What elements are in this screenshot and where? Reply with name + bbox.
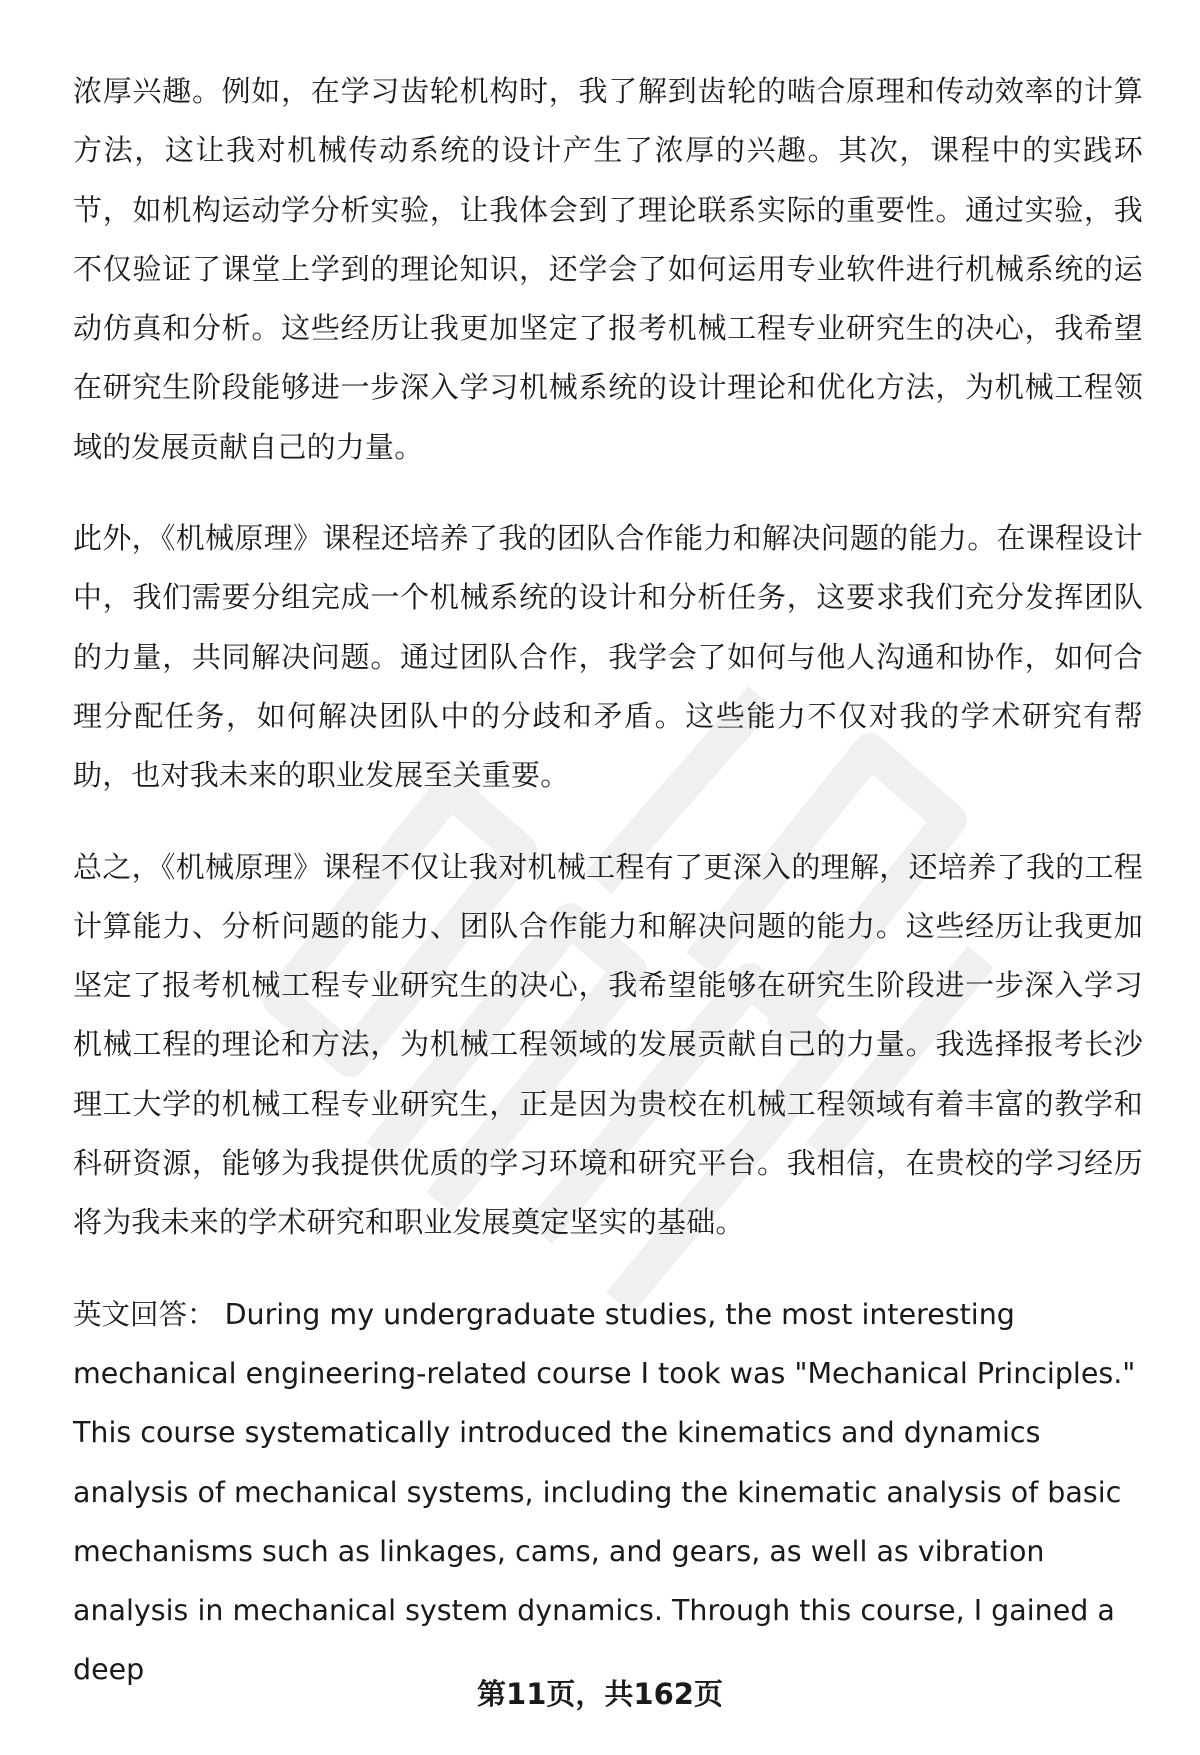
english-answer-label: 英文回答： xyxy=(73,1297,216,1331)
paragraph-2: 此外，《机械原理》课程还培养了我的团队合作能力和解决问题的能力。在课程设计中，我们需要分组完成一个机械系统的设计和分析任务，这要求我们充分发挥团队的力量，共同解决问题。通过团队合作，我学会了如何与他人沟通和协作，如何合理分配任务，如何解决团队中的分歧和矛盾。这些能力不仅对我的学术研究有帮助，也对我未来的职业发展至关重要。 xyxy=(73,521,1143,793)
paragraph-3: 总之，《机械原理》课程不仅让我对机械工程有了更深入的理解，还培养了我的工程计算能力、分析问题的能力、团队合作能力和解决问题的能力。这些经历让我更加坚定了报考机械工程专业研究生的决心，我希望能够在研究生阶段进一步深入学习机械工程的理论和方法，为机械工程领域的发展贡献自己的力量。我选择报考长沙理工大学的机械工程专业研究生，正是因为贵校在机械工程领域有着丰富的教学和科研资源，能够为我提供优质的学习环境和研究平台。我相信，在贵校的学习经历将为我未来的学术研究和职业发展奠定坚实的基础。 xyxy=(73,849,1143,1240)
english-answer-paragraph xyxy=(73,1285,1143,1700)
page-number-footer: 第11页，共162页 xyxy=(477,1677,723,1711)
english-answer-text: During my undergraduate studies, the most interesting mechanical engineering-related course I took was "Mechanical Principles." This course systematically introduced the kinematics and dynamics analysis of mechanical systems, including the kinematic analysis of basic mechanisms such as linkages, cams, and gears, as well as vibration analysis in mechanical system dynamics. Through this course, I gained a deep xyxy=(73,1297,1136,1687)
body-content xyxy=(73,62,1143,1732)
paragraph-1: 浓厚兴趣。例如，在学习齿轮机构时，我了解到齿轮的啮合原理和传动效率的计算方法，这让我对机械传动系统的设计产生了浓厚的兴趣。其次，课程中的实践环节，如机构运动学分析实验，让我体会到了理论联系实际的重要性。通过实验，我不仅验证了课堂上学到的理论知识，还学会了如何运用专业软件进行机械系统的运动仿真和分析。这些经历让我更加坚定了报考机械工程专业研究生的决心，我希望在研究生阶段能够进一步深入学习机械系统的设计理论和优化方法，为机械工程领域的发展贡献自己的力量。 xyxy=(73,74,1143,464)
